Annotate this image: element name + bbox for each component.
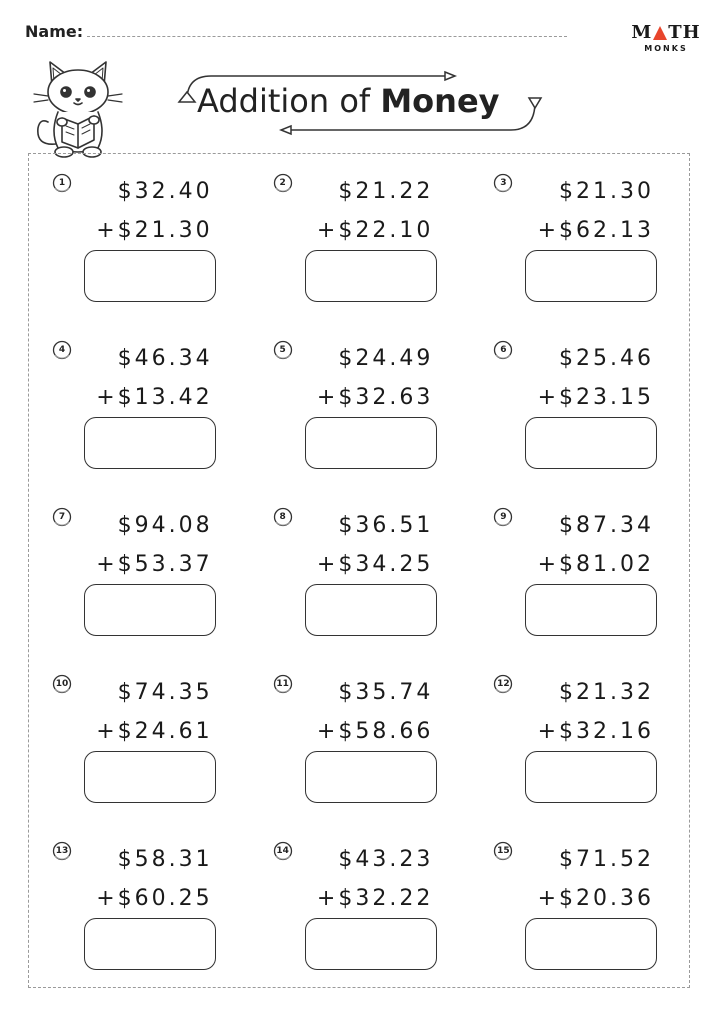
problem-cell <box>28 153 249 320</box>
problem-number: 1 <box>58 178 66 188</box>
answer-box[interactable] <box>305 250 437 302</box>
answer-box[interactable] <box>84 250 216 302</box>
addend-bottom: +$58.66 <box>316 719 434 744</box>
title-regular: Addition of <box>197 82 381 120</box>
addend-top: $21.22 <box>338 179 434 204</box>
answer-box[interactable] <box>84 918 216 970</box>
problem-number-badge <box>493 507 513 527</box>
answer-box[interactable] <box>525 584 657 636</box>
problem-number: 5 <box>279 345 286 355</box>
logo-subtext: MONKS <box>644 44 688 53</box>
name-field[interactable] <box>87 35 567 37</box>
addend-top: $36.51 <box>338 513 434 538</box>
addend-bottom: +$81.02 <box>537 552 654 577</box>
problem-cell <box>469 153 690 320</box>
problem-number: 15 <box>497 846 510 856</box>
problem-number-badge <box>273 507 293 527</box>
answer-box[interactable] <box>84 584 216 636</box>
addend-bottom: +$22.10 <box>316 218 434 243</box>
problem-number-badge <box>273 173 293 193</box>
logo-triangle-icon <box>653 26 667 40</box>
addend-bottom: +$23.15 <box>537 385 654 410</box>
answer-box[interactable] <box>525 250 657 302</box>
math-monks-logo <box>631 22 701 53</box>
problem-number: 10 <box>55 679 69 689</box>
problem-number-badge <box>273 841 293 861</box>
problem-cell <box>249 487 470 654</box>
addend-bottom: +$21.30 <box>96 218 213 243</box>
problem-number-badge <box>493 173 513 193</box>
problem-number: 7 <box>58 512 66 522</box>
problem-cell <box>469 654 690 821</box>
title-bold: Money <box>380 82 500 120</box>
addend-top: $21.30 <box>559 179 654 204</box>
answer-box[interactable] <box>525 918 657 970</box>
problem-cell <box>249 320 470 487</box>
problem-number-badge <box>273 340 293 360</box>
problem-number-badge <box>52 841 72 861</box>
addend-bottom: +$62.13 <box>537 218 654 243</box>
problem-number: 2 <box>279 178 286 188</box>
problem-cell <box>28 487 249 654</box>
problem-number-badge <box>493 674 513 694</box>
answer-box[interactable] <box>525 417 657 469</box>
addend-top: $35.74 <box>338 680 434 705</box>
problem-number-badge <box>493 841 513 861</box>
problem-cell <box>249 654 470 821</box>
logo-wordmark <box>631 22 701 43</box>
problem-number-badge <box>493 340 513 360</box>
addend-top: $74.35 <box>117 680 213 705</box>
addend-top: $43.23 <box>338 847 434 872</box>
logo-word-left: M <box>631 22 653 43</box>
problem-number-badge <box>273 674 293 694</box>
problem-cell <box>249 153 470 320</box>
addend-top: $24.49 <box>338 346 434 371</box>
problem-cell <box>28 320 249 487</box>
problem-number-badge <box>52 340 72 360</box>
problem-number: 3 <box>500 178 507 188</box>
title-block <box>175 64 550 144</box>
addend-bottom: +$20.36 <box>537 886 654 911</box>
addend-bottom: +$34.25 <box>316 552 434 577</box>
problem-number: 12 <box>497 679 510 689</box>
problem-number: 14 <box>276 846 289 856</box>
problem-number-badge <box>52 173 72 193</box>
problem-cell <box>249 821 470 988</box>
addend-top: $21.32 <box>559 680 654 705</box>
addend-bottom: +$13.42 <box>96 385 213 410</box>
name-row <box>25 22 567 41</box>
addend-bottom: +$53.37 <box>96 552 213 577</box>
addend-top: $87.34 <box>559 513 654 538</box>
addend-top: $94.08 <box>117 513 213 538</box>
answer-box[interactable] <box>84 751 216 803</box>
addend-top: $25.46 <box>559 346 654 371</box>
problem-cell <box>469 320 690 487</box>
addend-top: $71.52 <box>559 847 654 872</box>
kitten-reading-book-icon <box>28 52 128 162</box>
problems-grid <box>28 153 690 988</box>
addend-bottom: +$24.61 <box>96 719 213 744</box>
addend-bottom: +$32.22 <box>316 886 434 911</box>
problem-number-badge <box>52 507 72 527</box>
problem-number-badge <box>52 674 72 694</box>
answer-box[interactable] <box>305 751 437 803</box>
answer-box[interactable] <box>525 751 657 803</box>
problem-number: 4 <box>58 345 66 355</box>
problem-cell <box>469 487 690 654</box>
answer-box[interactable] <box>305 417 437 469</box>
addend-top: $46.34 <box>117 346 213 371</box>
answer-box[interactable] <box>305 584 437 636</box>
problem-cell <box>28 821 249 988</box>
answer-box[interactable] <box>305 918 437 970</box>
problem-cell <box>28 654 249 821</box>
problem-number: 11 <box>276 679 289 689</box>
addend-bottom: +$32.63 <box>316 385 434 410</box>
problem-cell <box>469 821 690 988</box>
problem-number: 9 <box>500 512 507 522</box>
logo-word-right: TH <box>668 22 701 43</box>
problem-number: 13 <box>55 846 69 856</box>
answer-box[interactable] <box>84 417 216 469</box>
addend-bottom: +$32.16 <box>537 719 654 744</box>
name-label: Name: <box>25 22 84 41</box>
addend-bottom: +$60.25 <box>96 886 213 911</box>
addend-top: $32.40 <box>117 179 213 204</box>
problem-number: 6 <box>500 345 507 355</box>
addend-top: $58.31 <box>117 847 213 872</box>
page-title <box>197 82 500 120</box>
problem-number: 8 <box>279 512 286 522</box>
